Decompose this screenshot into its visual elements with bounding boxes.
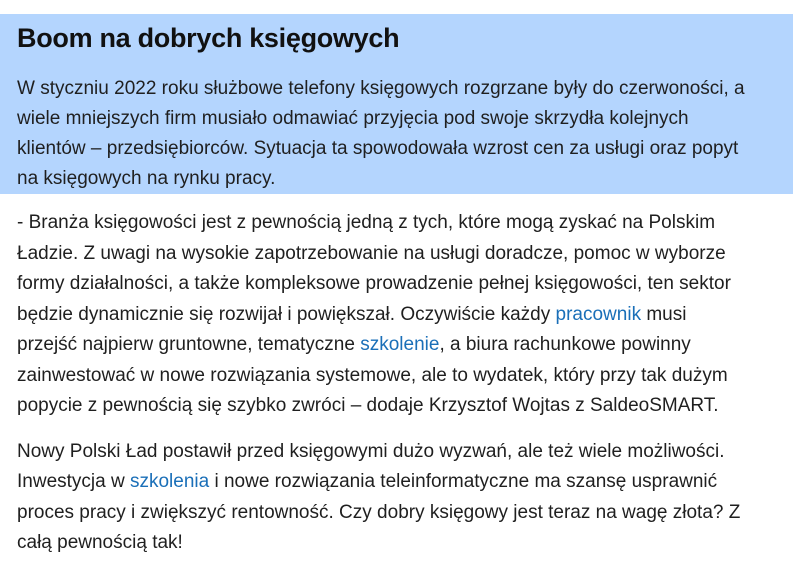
lead-line: klientów – przedsiębiorców. Sytuacja ta spowodowała wzrost cen za usługi oraz popyt (17, 138, 739, 159)
text-segment: , a biura rachunkowe powinny (439, 334, 691, 355)
text-segment: musi (641, 303, 687, 325)
text-segment: i nowe rozwiązania teleinformatyczne ma szansę usprawnić (209, 471, 718, 492)
lead-line: W styczniu 2022 roku służbowe telefony księgowych rozgrzane były do czerwoności, a (17, 78, 745, 99)
link-szkolenie[interactable]: szkolenie (360, 334, 440, 355)
text-segment: Inwestycja w (17, 471, 130, 492)
paragraph-line: formy działalności, a także kompleksowe prowadzenie pełnej księgowości, ten sektor (17, 273, 731, 294)
paragraph-line: popycie z pewnością się szybko zwróci – dodaje Krzysztof Wojtas z SaldeoSMART. (17, 395, 719, 416)
lead-selection (0, 74, 793, 194)
paragraph-line (17, 330, 781, 361)
link-pracownik[interactable]: pracownik (555, 303, 642, 325)
paragraph-line: Ładzie. Z uwagi na wysokie zapotrzebowanie na usługi doradcze, pomoc w wyborze (17, 242, 726, 264)
closing-paragraph (17, 437, 781, 559)
paragraph-line: - Branża księgowości jest z pewnością jedną z tych, które mogą zyskać na Polskim (17, 212, 716, 233)
paragraph-line: zainwestować w nowe rozwiązania systemowe, ale to wydatek, który przy tak dużym (17, 364, 728, 386)
link-szkolenia[interactable]: szkolenia (129, 471, 210, 492)
lead-line: wiele mniejszych firm musiało odmawiać przyjęcia pod swoje skrzydła kolejnych (17, 108, 689, 129)
lead-line: na księgowych na rynku pracy. (17, 168, 276, 189)
paragraph-line: proces pracy i zwiększyć rentowność. Czy dobry księgowy jest teraz na wagę złota? Z (17, 501, 741, 523)
paragraph-line (17, 300, 781, 331)
paragraph-line: Nowy Polski Ład postawił przed księgowymi dużo wyzwań, ale też wiele możliwości. (17, 440, 725, 462)
text-segment: będzie dynamicznie się rozwijał i powiększał. Oczywiście każdy (17, 303, 556, 325)
quote-paragraph (17, 208, 781, 422)
article-title: Boom na dobrych księgowych (17, 23, 400, 53)
article (17, 18, 793, 559)
paragraph-line: całą pewnością tak! (17, 532, 183, 553)
text-segment: przejść najpierw gruntowne, tematyczne (17, 334, 361, 355)
paragraph-line (17, 467, 781, 498)
lead-paragraph (17, 74, 793, 194)
title-selection (0, 14, 793, 74)
